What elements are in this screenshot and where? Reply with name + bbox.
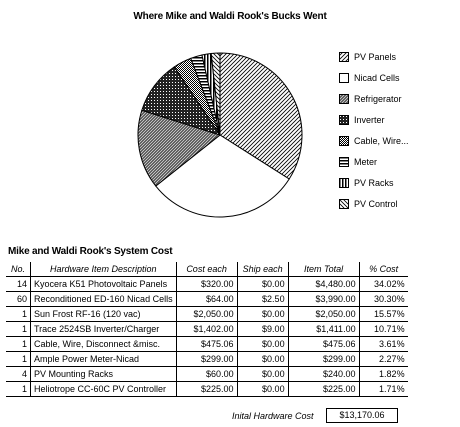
legend-swatch [339, 157, 349, 167]
item-total: $2,050.00 [288, 307, 359, 322]
header-description: Hardware Item Description [31, 262, 177, 277]
legend-label: Cable, Wire... [354, 136, 409, 146]
item-ship-each: $0.00 [237, 277, 288, 292]
item-description: Trace 2524SB Inverter/Charger [31, 322, 177, 337]
table-row [6, 322, 408, 337]
item-percent: 1.82% [359, 367, 408, 382]
legend-label: Refrigerator [354, 94, 402, 104]
item-total: $1,411.00 [288, 322, 359, 337]
header-ship-each: Ship each [237, 262, 288, 277]
table-row [6, 277, 408, 292]
legend-item [339, 155, 377, 169]
item-percent: 30.30% [359, 292, 408, 307]
item-quantity: 60 [6, 292, 31, 307]
legend-swatch [339, 136, 349, 146]
legend-swatch [339, 73, 349, 83]
item-ship-each: $0.00 [237, 367, 288, 382]
item-description: Sun Frost RF-16 (120 vac) [31, 307, 177, 322]
item-ship-each: $0.00 [237, 352, 288, 367]
item-cost-each: $64.00 [176, 292, 237, 307]
item-cost-each: $475.06 [176, 337, 237, 352]
table-row [6, 292, 408, 307]
item-ship-each: $0.00 [237, 337, 288, 352]
legend-label: Inverter [354, 115, 385, 125]
table-header-row [6, 262, 408, 277]
item-total: $3,990.00 [288, 292, 359, 307]
item-ship-each: $2.50 [237, 292, 288, 307]
item-quantity: 1 [6, 382, 31, 397]
item-ship-each: $0.00 [237, 307, 288, 322]
legend-item [339, 71, 400, 85]
item-percent: 3.61% [359, 337, 408, 352]
system-cost-table [6, 262, 408, 397]
item-total: $475.06 [288, 337, 359, 352]
legend-swatch [339, 115, 349, 125]
item-cost-each: $1,402.00 [176, 322, 237, 337]
item-ship-each: $0.00 [237, 382, 288, 397]
legend-label: Meter [354, 157, 378, 167]
total-value: $13,170.06 [326, 408, 398, 423]
item-total: $240.00 [288, 367, 359, 382]
item-description: Heliotrope CC-60C PV Controller [31, 382, 177, 397]
table-row [6, 352, 408, 367]
item-total: $4,480.00 [288, 277, 359, 292]
item-description: PV Mounting Racks [31, 367, 177, 382]
item-cost-each: $320.00 [176, 277, 237, 292]
legend-item [339, 50, 396, 64]
header-cost-each: Cost each [176, 262, 237, 277]
item-description: Ample Power Meter-Nicad [31, 352, 177, 367]
item-percent: 15.57% [359, 307, 408, 322]
item-quantity: 14 [6, 277, 31, 292]
item-quantity: 4 [6, 367, 31, 382]
table-title: Mike and Waldi Rook's System Cost [8, 246, 173, 257]
item-percent: 1.71% [359, 382, 408, 397]
legend-swatch [339, 199, 349, 209]
item-description: Reconditioned ED-160 Nicad Cells [31, 292, 177, 307]
legend-swatch [339, 94, 349, 104]
item-cost-each: $60.00 [176, 367, 237, 382]
header-percent-cost: % Cost [359, 262, 408, 277]
legend-label: PV Panels [354, 52, 397, 62]
item-quantity: 1 [6, 352, 31, 367]
item-cost-each: $2,050.00 [176, 307, 237, 322]
item-percent: 34.02% [359, 277, 408, 292]
table-row [6, 382, 408, 397]
total-label: Inital Hardware Cost [232, 411, 314, 421]
item-quantity: 1 [6, 337, 31, 352]
item-total: $299.00 [288, 352, 359, 367]
item-description: Kyocera K51 Photovoltaic Panels [31, 277, 177, 292]
table-row [6, 367, 408, 382]
item-cost-each: $225.00 [176, 382, 237, 397]
item-percent: 10.71% [359, 322, 408, 337]
item-ship-each: $9.00 [237, 322, 288, 337]
item-quantity: 1 [6, 322, 31, 337]
legend-item [339, 197, 398, 211]
item-quantity: 1 [6, 307, 31, 322]
item-cost-each: $299.00 [176, 352, 237, 367]
item-total: $225.00 [288, 382, 359, 397]
legend-label: PV Control [354, 199, 398, 209]
chart-title: Where Mike and Waldi Rook's Bucks Went [133, 11, 327, 22]
table-row [6, 337, 408, 352]
legend-item [339, 113, 385, 127]
header-item-total: Item Total [288, 262, 359, 277]
legend-swatch [339, 178, 349, 188]
legend-item [339, 92, 402, 106]
item-description: Cable, Wire, Disconnect &misc. [31, 337, 177, 352]
legend-label: Nicad Cells [354, 73, 400, 83]
legend-item [339, 134, 409, 148]
header-no: No. [6, 262, 31, 277]
legend-swatch [339, 52, 349, 62]
legend-label: PV Racks [354, 178, 394, 188]
item-percent: 2.27% [359, 352, 408, 367]
legend-item [339, 176, 394, 190]
table-row [6, 307, 408, 322]
